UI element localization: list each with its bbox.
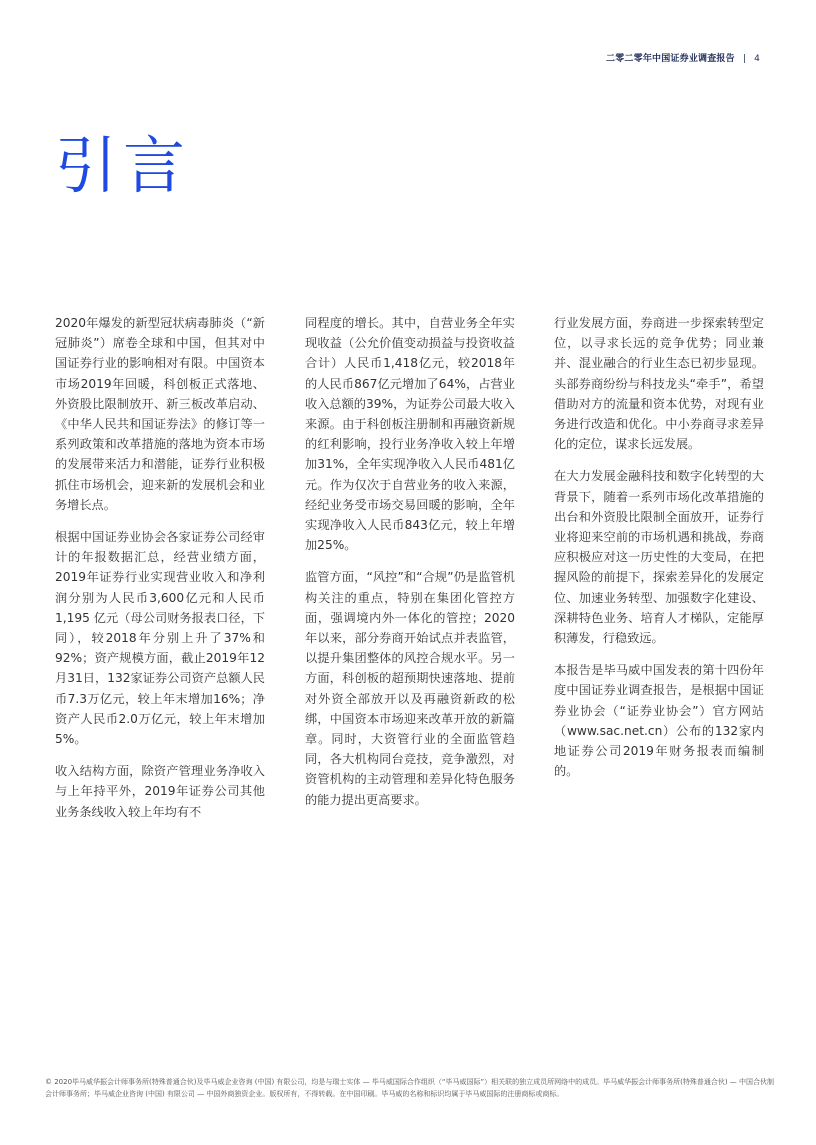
- paragraph: 监管方面，“风控”和“合规”仍是监管机构关注的重点，特别在集团化管控方面，强调境内外一体化的管控；2020年以来，部分券商开始试点并表监管，以提升集团整体的风控合规水平。另一方面，科创板的超预期快速落地、提前对外资全部放开以及再融资新政的松绑，中国资本市场迎来改革开放的新篇章。同时，大资管行业的全面监管趋同，各大机构同台竞技，竞争激烈，对资管机构的主动管理和差异化特色服务的能力提出更高要求。: [305, 570, 515, 807]
- text-column-1: [55, 313, 265, 834]
- text-column-3: [554, 313, 764, 793]
- paragraph: 根据中国证券业协会各家证券公司经审计的年报数据汇总，经营业绩方面，2019年证券行业实现营业收入和净利润分别为人民币3,600亿元和人民币1,195 亿元（母公司财务报表口径，下同），较2018年分别上升了37%和92%；资产规模方面，截止2019年12月31日，132家证券公司资产总额人民币7.3万亿元，较上年末增加16%；净资产人民币2.0万亿元，较上年末增加5%。: [55, 530, 265, 747]
- text-column-2: [305, 313, 515, 822]
- page-number: 4: [754, 54, 760, 64]
- paragraph: 在大力发展金融科技和数字化转型的大背景下，随着一系列市场化改革措施的出台和外资股比限制全面放开，证券行业将迎来空前的市场机遇和挑战，券商应积极应对这一历史性的大变局，在把握风险的前提下，探索差异化的发展定位、加速业务转型、加强数字化建设、深耕特色业务、培育人才梯队，定能厚积薄发，行稳致远。: [554, 469, 764, 646]
- paragraph: 本报告是毕马威中国发表的第十四份年度中国证券业调查报告，是根据中国证券业协会（“证券业协会”）官方网站（www.sac.net.cn）公布的132家内地证券公司2019年财务报表而编制的。: [554, 663, 764, 779]
- paragraph: 行业发展方面，券商进一步探索转型定位，以寻求长远的竞争优势；同业兼并、混业融合的行业生态已初步显现。头部券商纷纷与科技龙头“牵手”，希望借助对方的流量和资本优势，对现有业务进行改造和优化。中小券商寻求差异化的定位，谋求长远发展。: [554, 316, 764, 452]
- report-title: 二零二零年中国证券业调查报告: [606, 54, 735, 64]
- copyright-footer: © 2020毕马威华振会计师事务所(特殊普通合伙)及毕马威企业咨询 (中国) 有限公司，均是与瑞士实体 — 毕马威国际合作组织（“毕马威国际”）相关联的独立成员所网络中的成员。毕马威华振会计师事务所(特殊普通合伙) — 中国合伙制会计师事务所；毕马威企业咨询 (中国) 有限公司 — 中国外商独资企业。版权所有，不得转载。在中国印刷。毕马威的名称和标识均属于毕马威国际的注册商标或商标。: [45, 1078, 775, 1098]
- paragraph: 同程度的增长。其中，自营业务全年实现收益（公允价值变动损益与投资收益合计）人民币1,418亿元，较2018年的人民币867亿元增加了64%，占营业收入总额的39%，为证券公司最大收入来源。由于科创板注册制和再融资新规的红利影响，投行业务净收入较上年增加31%，全年实现净收入人民币481亿元。作为仅次于自营业务的收入来源，经纪业务受市场交易回暖的影响，全年实现净收入人民币843亿元，较上年增加25%。: [305, 316, 515, 553]
- running-header: [606, 51, 760, 64]
- paragraph: 2020年爆发的新型冠状病毒肺炎（“新冠肺炎”）席卷全球和中国，但其对中国证券行业的影响相对有限。中国资本市场2019年回暖，科创板正式落地、外资股比限制放开、新三板改革启动、《中华人民共和国证券法》的修订等一系列政策和改革措施的落地为资本市场的发展带来活力和潜能，证券行业积极抓住市场机会，迎来新的发展机会和业务增长点。: [55, 316, 265, 512]
- paragraph: 收入结构方面，除资产管理业务净收入与上年持平外，2019年证券公司其他业务条线收入较上年均有不: [55, 764, 265, 819]
- page-title: 引言: [55, 129, 192, 202]
- header-separator: |: [742, 54, 747, 64]
